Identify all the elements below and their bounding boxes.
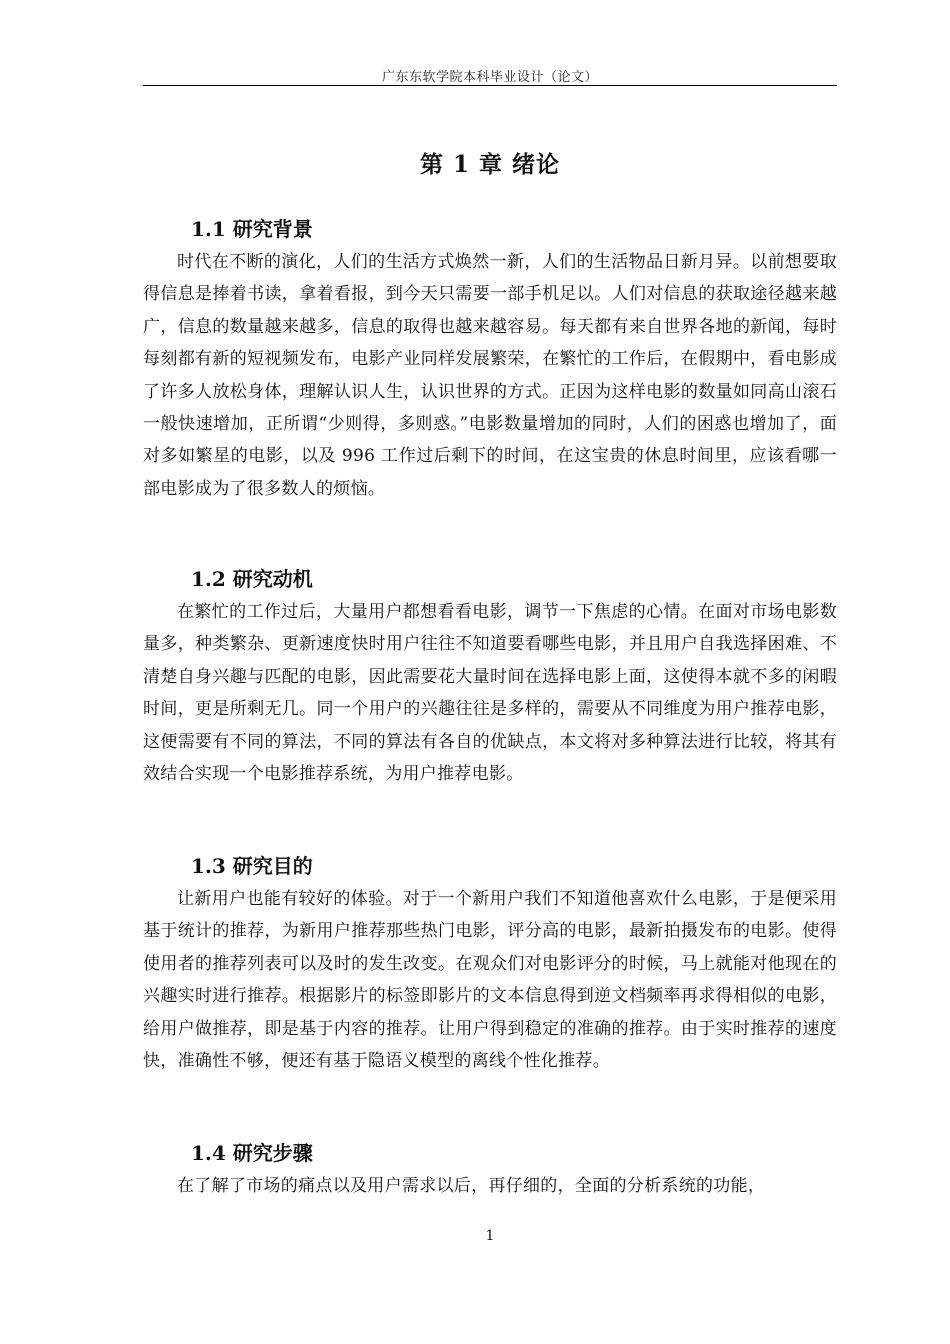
- section-research-purpose: [143, 849, 837, 1077]
- section-research-background: [143, 212, 837, 505]
- section-heading: 1.3 研究目的: [191, 854, 313, 878]
- section-heading: 1.2 研究动机: [191, 567, 313, 591]
- page-number: 1: [485, 1228, 495, 1244]
- section-research-motivation: [143, 562, 837, 790]
- section-paragraph: 在繁忙的工作过后，大量用户都想看看电影，调节一下焦虑的心情。在面对市场电影数量多，种类繁杂、更新速度快时用户往往不知道要看哪些电影，并且用户自我选择困难、不清楚自身兴趣与匹配的电影，因此需要花大量时间在选择电影上面，这使得本就不多的闲暇时间，更是所剩无几。同一个用户的兴趣往往是多样的，需要从不同维度为用户推荐电影，这便需要有不同的算法，不同的算法有各自的优缺点，本文将对多种算法进行比较，将其有效结合实现一个电影推荐系统，为用户推荐电影。: [143, 602, 837, 785]
- header-rule: [143, 85, 837, 86]
- chapter-title: 第 1 章 绪论: [419, 151, 561, 178]
- section-paragraph: 在了解了市场的痛点以及用户需求以后，再仔细的，全面的分析系统的功能，: [177, 1176, 766, 1196]
- section-heading: 1.4 研究步骤: [191, 1141, 313, 1165]
- section-research-steps: [143, 1136, 837, 1202]
- page-header: 广东东软学院本科毕业设计（论文）: [381, 70, 598, 85]
- section-paragraph: 让新用户也能有较好的体验。对于一个新用户我们不知道他喜欢什么电影，于是便采用基于统计的推荐，为新用户推荐那些热门电影，评分高的电影，最新拍摄发布的电影。使得使用者的推荐列表可以及时的发生改变。在观众们对电影评分的时候，马上就能对他现在的兴趣实时进行推荐。根据影片的标签即影片的文本信息得到逆文档频率再求得相似的电影，给用户做推荐，即是基于内容的推荐。让用户得到稳定的准确的推荐。由于实时推荐的速度快，准确性不够，便还有基于隐语义模型的离线个性化推荐。: [143, 889, 837, 1072]
- section-paragraph: 时代在不断的演化，人们的生活方式焕然一新，人们的生活物品日新月异。以前想要取得信息是捧着书读，拿着看报，到今天只需要一部手机足以。人们对信息的获取途径越来越广，信息的数量越来越多，信息的取得也越来越容易。每天都有来自世界各地的新闻，每时每刻都有新的短视频发布，电影产业同样发展繁荣，在繁忙的工作后，在假期中，看电影成了许多人放松身体，理解认识人生，认识世界的方式。正因为这样电影的数量如同高山滚石一般快速增加，正所谓“少则得，多则惑。”电影数量增加的同时，人们的困惑也增加了，面对多如繁星的电影，以及 996 工作过后剩下的时间，在这宝贵的休息时间里，应该看哪一部电影成为了很多数人的烦恼。: [143, 252, 837, 499]
- section-heading: 1.1 研究背景: [191, 217, 313, 241]
